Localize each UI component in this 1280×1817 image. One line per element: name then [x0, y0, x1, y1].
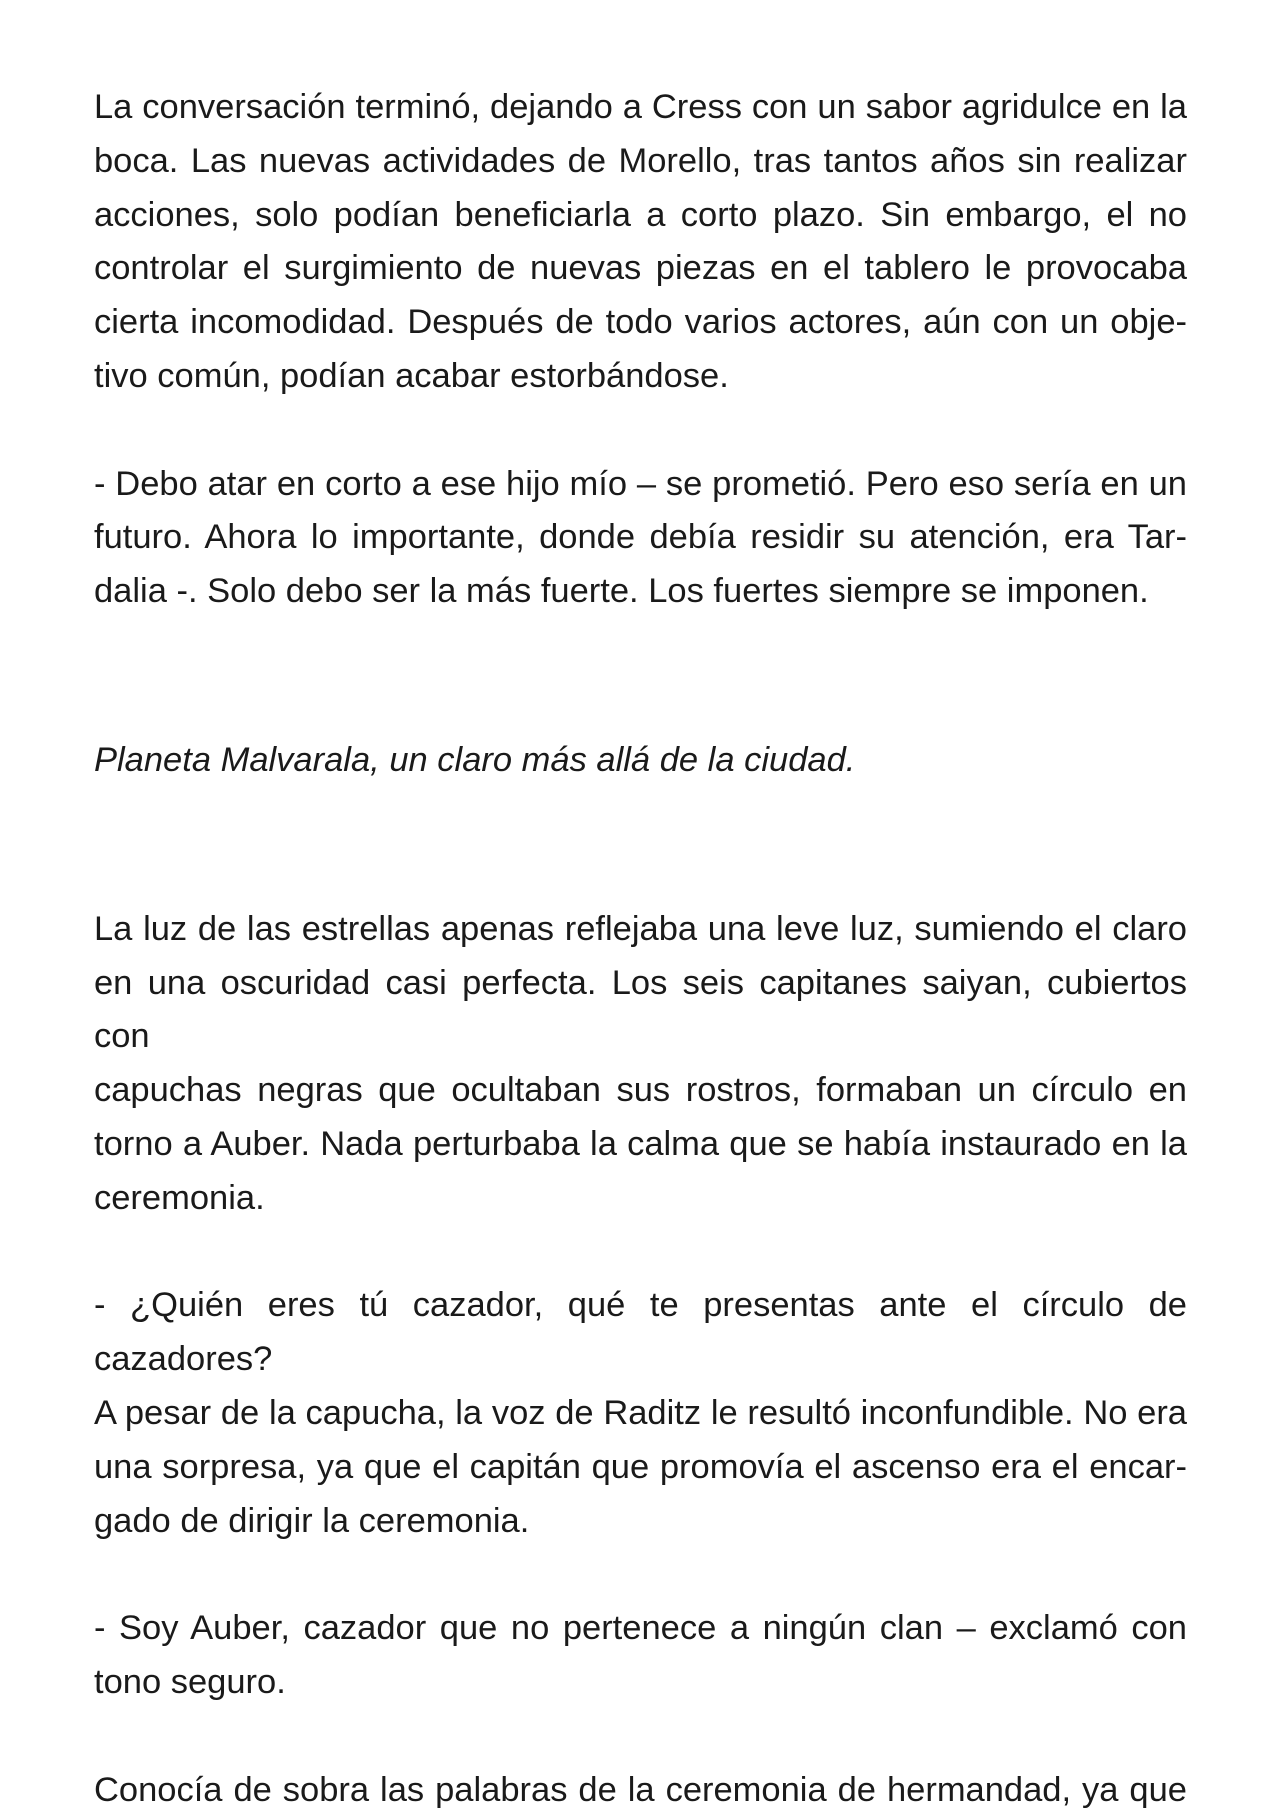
text-line: acciones, solo podían beneficiarla a corto plazo. Sin embargo, el no: [94, 195, 1187, 234]
text-line: cierta incomodidad. Después de todo varios actores, aún con un obje-: [94, 303, 1187, 342]
text-line: - ¿Quién eres tú cazador, qué te presentas ante el círculo de cazadores?: [94, 1286, 1187, 1379]
paragraph-cress-reflection: [94, 81, 1187, 404]
text-line: A pesar de la capucha, la voz de Raditz le resultó inconfundible. No era: [94, 1393, 1187, 1432]
scene-heading: [94, 734, 1187, 788]
text-line: torno a Auber. Nada perturbaba la calma que se había instaurado en la: [94, 1124, 1187, 1163]
text-line: Planeta Malvarala, un claro más allá de la ciudad.: [94, 740, 856, 779]
text-line: ceremonia.: [94, 1178, 265, 1217]
text-line: capuchas negras que ocultaban sus rostros, formaban un círculo en: [94, 1071, 1187, 1110]
paragraph-auber-reply: [94, 1602, 1187, 1710]
text-line: una sorpresa, ya que el capitán que promovía el ascenso era el encar-: [94, 1447, 1187, 1486]
text-line: - Debo atar en corto a ese hijo mío – se prometió. Pero eso sería en un: [94, 464, 1187, 503]
text-line: en una oscuridad casi perfecta. Los seis capitanes saiyan, cubiertos con: [94, 963, 1187, 1056]
paragraph-ceremony-setting: [94, 903, 1187, 1226]
text-line: futuro. Ahora lo importante, donde debía residir su atención, era Tar-: [94, 518, 1187, 557]
text-line: La conversación terminó, dejando a Cress con un sabor agridulce en la: [94, 88, 1187, 126]
text-line: tivo común, podían acabar estorbándose.: [94, 356, 729, 395]
text-line: boca. Las nuevas actividades de Morello, tras tantos años sin realizar: [94, 141, 1187, 180]
document-page: [94, 81, 1187, 1817]
text-line: controlar el surgimiento de nuevas piezas en el tablero le provocaba: [94, 249, 1187, 288]
text-line: tono seguro.: [94, 1662, 286, 1701]
text-line: - Soy Auber, cazador que no pertenece a ningún clan – exclamó con: [94, 1609, 1187, 1648]
paragraph-cress-promise: [94, 458, 1187, 619]
text-line: La luz de las estrellas apenas reflejaba una leve luz, sumiendo el claro: [94, 909, 1187, 948]
paragraph-raditz-question: [94, 1279, 1187, 1548]
text-line: Conocía de sobra las palabras de la ceremonia de hermandad, ya que: [94, 1770, 1187, 1809]
paragraph-ceremony-words: [94, 1764, 1187, 1817]
text-line: gado de dirigir la ceremonia.: [94, 1501, 530, 1540]
text-line: dalia -. Solo debo ser la más fuerte. Los fuertes siempre se imponen.: [94, 572, 1149, 611]
